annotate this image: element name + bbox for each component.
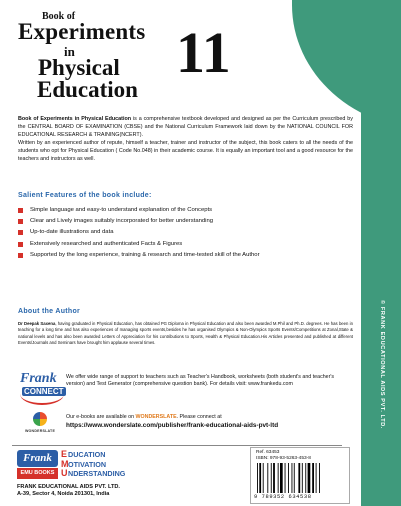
author-bio (18, 321, 353, 346)
frank-connect-logo (20, 371, 62, 405)
wonderslate-lead: Our e-books are available on (66, 414, 136, 420)
intro-text (18, 115, 353, 163)
list-item (18, 240, 348, 249)
emu-line: MOTIVATION (61, 458, 107, 469)
book-of-label: Book of (42, 11, 76, 22)
emu-line: EDUCATION (61, 449, 106, 459)
frank-connect-logo-top: Frank (20, 371, 57, 386)
intro-bold-lead: Book of Experiments in Physical Education (18, 116, 132, 122)
list-item (18, 251, 348, 260)
spine-copyright-text: © FRANK EDUCATIONAL AIDS PVT. LTD. (379, 300, 385, 430)
emu-tagline (61, 450, 125, 479)
intro-paragraph-1 (18, 115, 353, 139)
emu-books-logo (17, 450, 142, 481)
bullet-square-icon (18, 219, 23, 224)
intro-para1-rest: is a comprehensive textbook developed and designed as per the Curriculum prescribed by the CENTRAL BOARD OF EXAMINATION (CBSE) and the National Curriculum Framework laid down by the NATIONAL COUNCIL FOR EDUCATIONAL RESEARCH & TRAINING(NCERT). (18, 116, 353, 138)
intro-paragraph-2: Written by an experienced author of repute, himself a teacher, trainer and instructor of the subject, this book caters to all the needs of the students who opt for Physical Education ( Code No.048) in their academic course. It is equally an important tool and a good resource for the teachers and instructors as well. (18, 140, 353, 162)
features-heading: Salient Features of the book include: (18, 192, 152, 199)
emu-logo-frank: Frank (17, 450, 58, 467)
feature-text: Simple language and easy-to understand explanation of the Concepts (30, 207, 213, 213)
wonderslate-logo (23, 412, 57, 438)
author-heading: About the Author (18, 308, 81, 315)
wonderslate-logo-label: WONDERSLATE (24, 429, 56, 433)
emu-line: UNDERSTANDING (61, 468, 126, 479)
title-experiments: Experiments (18, 19, 146, 44)
bullet-square-icon (18, 208, 23, 213)
divider (12, 445, 342, 446)
title-education: Education (37, 77, 138, 102)
wonderslate-text (66, 414, 356, 430)
spine-copyright (367, 300, 395, 500)
list-item (18, 206, 348, 215)
barcode-number: 9 789352 634538 (254, 494, 312, 500)
feature-text: Extensively researched and authenticated Facts & Figures (30, 240, 183, 247)
title-physical: Physical (38, 55, 120, 80)
title-in: in (64, 44, 75, 59)
barcode-isbn: ISBN: 978-93-5263-453-8 (256, 456, 311, 461)
list-item (18, 228, 348, 237)
emu-logo-books: EMU BOOKS (17, 468, 58, 479)
wonderslate-icon (33, 412, 47, 426)
wonderslate-tail: . Please connect at (176, 414, 222, 420)
publisher-name: FRANK EDUCATIONAL AIDS PVT. LTD. (17, 484, 120, 490)
list-item (18, 217, 348, 226)
publisher-address: A-39, Sector 4, Noida 201301, India (17, 491, 110, 497)
author-bio-text: , having graduated in Physical Education, has obtained PG Diploma in Physical Education and also been awarded M.Phil and Ph.D. degrees. He has been in teaching for a long time and has also experiences of managing sports events,besides he has organised Olympics & Non-Olympics Sports Events/Competitions at Zonal,State & national levels and has also been awarded Letters of Appreciation for his contributions to Sports, Health & Physical Education.His Articles presented and published at different Events/Journals and Seminars have brought him applause several times. (18, 321, 353, 345)
wonderslate-brand: WONDERSLATE (135, 414, 177, 420)
bullet-square-icon (18, 253, 23, 258)
wonderslate-url[interactable]: https://www.wonderslate.com/publisher/frank-educational-aids-pvt-ltd (66, 421, 279, 429)
barcode-icon (256, 463, 344, 493)
barcode-ref: Ref. 63453 (256, 450, 280, 455)
author-name: Dr Deepak Saxena (18, 321, 56, 326)
publisher-info (17, 484, 120, 498)
feature-text: Clear and Lively images suitably incorporated for better understanding (30, 218, 214, 225)
features-list (18, 206, 348, 262)
feature-text: Supported by the long experience, training & research and time-tested skill of the Author (30, 251, 260, 258)
feature-text: Up-to-date illustrations and data (30, 229, 114, 236)
barcode-panel (250, 447, 350, 504)
bullet-square-icon (18, 242, 23, 247)
frank-connect-text: We offer wide range of support to teachers such as Teacher's Handbook, worksheets (both student's and teacher's version) and Test Generator (comprehensive question bank). For details visit: www.frankedu.com (66, 374, 335, 388)
frank-connect-logo-bottom: CONNECT (24, 387, 64, 396)
bullet-square-icon (18, 230, 23, 235)
grade-number: 11 (176, 20, 231, 85)
